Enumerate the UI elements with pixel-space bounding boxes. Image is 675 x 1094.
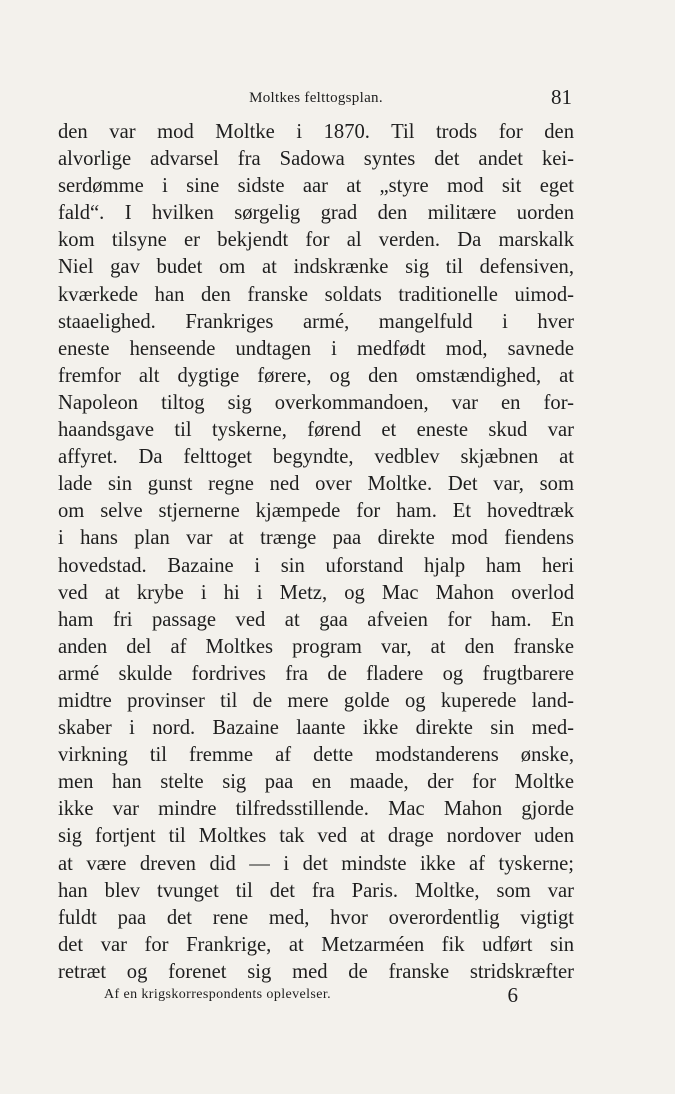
text-line: alvorlige advarsel fra Sadowa syntes det andet kei- xyxy=(58,148,574,171)
signature-text: Af en krigskorrespondents oplevelser. xyxy=(104,987,332,1002)
text-line: den var mod Moltke i 1870. Til trods for den xyxy=(58,121,574,143)
text-line: Niel gav budet om at indskrænke sig til defensiven, xyxy=(58,256,574,279)
text-line: virkning til fremme af dette modstanderens ønske, xyxy=(58,744,574,767)
text-line: eneste henseende undtagen i medfødt mod, savnede xyxy=(58,337,574,360)
page-number: 81 xyxy=(551,85,572,109)
text-line: fremfor alt dygtige førere, og den omstændighed, at xyxy=(58,364,574,387)
text-line: hovedstad. Bazaine i sin uforstand hjalp ham heri xyxy=(58,554,574,577)
body-text xyxy=(58,119,574,986)
text-line: haandsgave til tyskerne, førend et eneste skud var xyxy=(58,419,574,442)
text-line: i hans plan var at trænge paa direkte mod fiendens xyxy=(58,527,574,550)
text-line: han blev tvunget til det fra Paris. Moltke, som var xyxy=(58,879,574,902)
text-line: ved at krybe i hi i Metz, og Mac Mahon overlod xyxy=(58,581,574,604)
text-line: fald“. I hvilken sørgelig grad den militære uorden xyxy=(58,202,574,225)
signature-number: 6 xyxy=(507,983,518,1007)
text-line: det var for Frankrige, at Metzarméen fik udført sin xyxy=(58,933,574,956)
text-line: ham fri passage ved at gaa afveien for ham. En xyxy=(58,608,574,631)
text-line: at være dreven did — i det mindste ikke af tyskerne; xyxy=(58,852,574,875)
text-line: retræt og forenet sig med de franske stridskræfter xyxy=(58,960,574,983)
text-line: fuldt paa det rene med, hvor overordentlig vigtigt xyxy=(58,906,574,929)
signature-footer xyxy=(104,984,518,1010)
running-title: Moltkes felttogsplan. xyxy=(249,90,383,106)
text-line: anden del af Moltkes program var, at den franske xyxy=(58,635,574,658)
running-header xyxy=(58,85,574,112)
text-line: midtre provinser til de mere golde og kuperede land- xyxy=(58,689,574,712)
text-line: lade sin gunst regne ned over Moltke. Det var, som xyxy=(58,473,574,496)
text-line: sig fortjent til Moltkes tak ved at drage nordover uden xyxy=(58,825,574,848)
text-line: kom tilsyne er bekjendt for al verden. Da marskalk xyxy=(58,229,574,252)
text-line: ikke var mindre tilfredsstillende. Mac Mahon gjorde xyxy=(58,798,574,821)
text-line: kværkede han den franske soldats traditionelle uimod- xyxy=(58,283,574,306)
text-line: serdømme i sine sidste aar at „styre mod sit eget xyxy=(58,175,574,198)
text-line: men han stelte sig paa en maade, der for Moltke xyxy=(58,771,574,794)
text-line: affyret. Da felttoget begyndte, vedblev skjæbnen at xyxy=(58,446,574,469)
text-line: Napoleon tiltog sig overkommandoen, var en for- xyxy=(58,391,574,414)
text-line: skaber i nord. Bazaine laante ikke direkte sin med- xyxy=(58,717,574,740)
text-line: armé skulde fordrives fra de fladere og frugtbarere xyxy=(58,662,574,685)
text-line: om selve stjernerne kjæmpede for ham. Et hovedtræk xyxy=(58,500,574,523)
text-line: staaelighed. Frankriges armé, mangelfuld i hver xyxy=(58,310,574,333)
